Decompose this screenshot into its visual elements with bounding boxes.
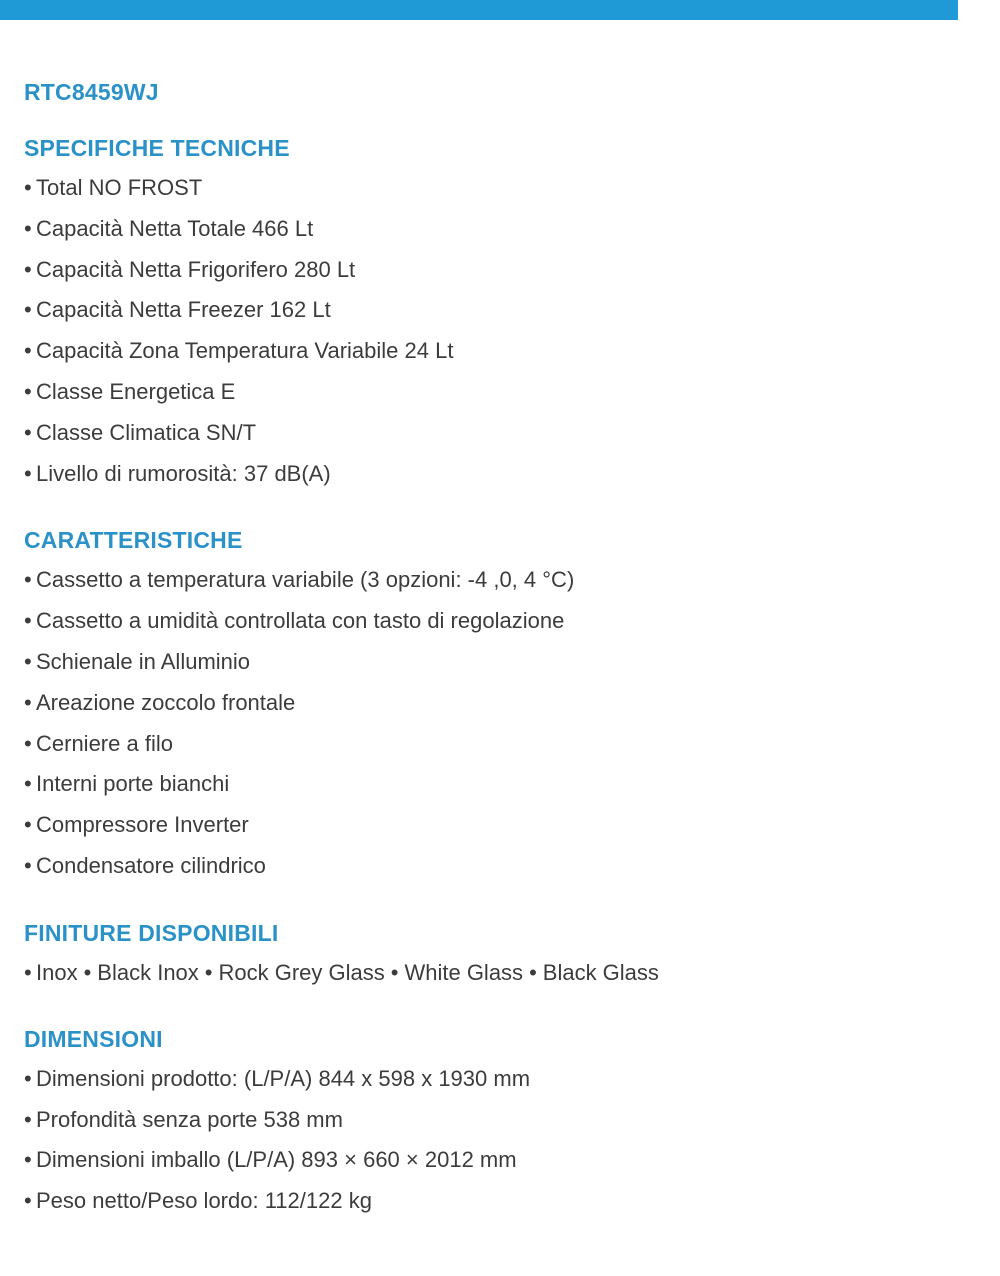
bullet-icon: • [24,730,32,756]
list-item: • Condensatore cilindrico [24,846,954,887]
finish-item: Inox [36,959,78,985]
bullet-icon: • [390,959,399,985]
bullet-icon: • [24,378,32,404]
bullet-icon: • [83,959,92,985]
list-item: • Dimensioni prodotto: (L/P/A) 844 x 598 x 1930 mm [24,1059,954,1100]
list-item: • Capacità Netta Freezer 162 Lt [24,290,954,331]
bullet-icon: • [24,419,32,445]
bullet-icon: • [24,567,32,593]
bullet-icon: • [24,959,32,985]
caratteristiche-list [24,560,954,886]
finish-item: Rock Grey Glass [218,959,385,985]
finish-item: Black Inox [97,959,199,985]
list-item: • Capacità Netta Frigorifero 280 Lt [24,250,954,291]
list-item: • Peso netto/Peso lordo: 112/122 kg [24,1181,954,1222]
bullet-icon: • [204,959,213,985]
finishes-line [24,953,954,993]
bullet-icon: • [24,256,32,282]
bullet-icon: • [24,215,32,241]
bullet-icon: • [24,689,32,715]
list-item: • Capacità Netta Totale 466 Lt [24,209,954,250]
list-item: • Livello di rumorosità: 37 dB(A) [24,454,954,495]
section-title-caratteristiche: CARATTERISTICHE [24,527,243,554]
bullet-icon: • [24,1106,32,1132]
list-item: • Interni porte bianchi [24,764,954,805]
top-accent-bar [0,0,958,20]
finish-item: White Glass [404,959,524,985]
list-item: • Compressore Inverter [24,805,954,846]
section-title-finiture: FINITURE DISPONIBILI [24,919,279,946]
list-item: • Capacità Zona Temperatura Variabile 24 Lt [24,331,954,372]
finish-item: Black Glass [542,959,659,985]
bullet-icon: • [24,771,32,797]
model-code: RTC8459WJ [24,79,159,105]
section-title-dimensioni: DIMENSIONI [24,1025,163,1052]
bullet-icon: • [24,297,32,323]
list-item: • Dimensioni imballo (L/P/A) 893 × 660 × 2012 mm [24,1140,954,1181]
list-item: • Schienale in Alluminio [24,642,954,683]
list-item: • Cassetto a temperatura variabile (3 opzioni: -4 ,0, 4 °C) [24,560,954,601]
specifiche-list [24,168,954,494]
bullet-icon: • [24,1188,32,1214]
bullet-icon: • [529,959,537,985]
bullet-icon: • [24,1147,32,1173]
bullet-icon: • [24,460,32,486]
list-item: • Cassetto a umidità controllata con tasto di regolazione [24,601,954,642]
product-spec-sheet [24,70,954,1222]
list-item: • Classe Energetica E [24,372,954,413]
section-title-specifiche: SPECIFICHE TECNICHE [24,135,290,161]
bullet-icon: • [24,852,32,878]
bullet-icon: • [24,648,32,674]
bullet-icon: • [24,812,32,838]
bullet-icon: • [24,1065,32,1091]
list-item: • Areazione zoccolo frontale [24,683,954,724]
bullet-icon: • [24,608,32,634]
list-item: • Cerniere a filo [24,724,954,765]
dimensioni-list [24,1059,954,1222]
bullet-icon: • [24,175,32,200]
list-item: • Total NO FROST [24,168,954,209]
list-item: • Profondità senza porte 538 mm [24,1100,954,1141]
bullet-icon: • [24,338,32,364]
list-item: • Classe Climatica SN/T [24,413,954,454]
